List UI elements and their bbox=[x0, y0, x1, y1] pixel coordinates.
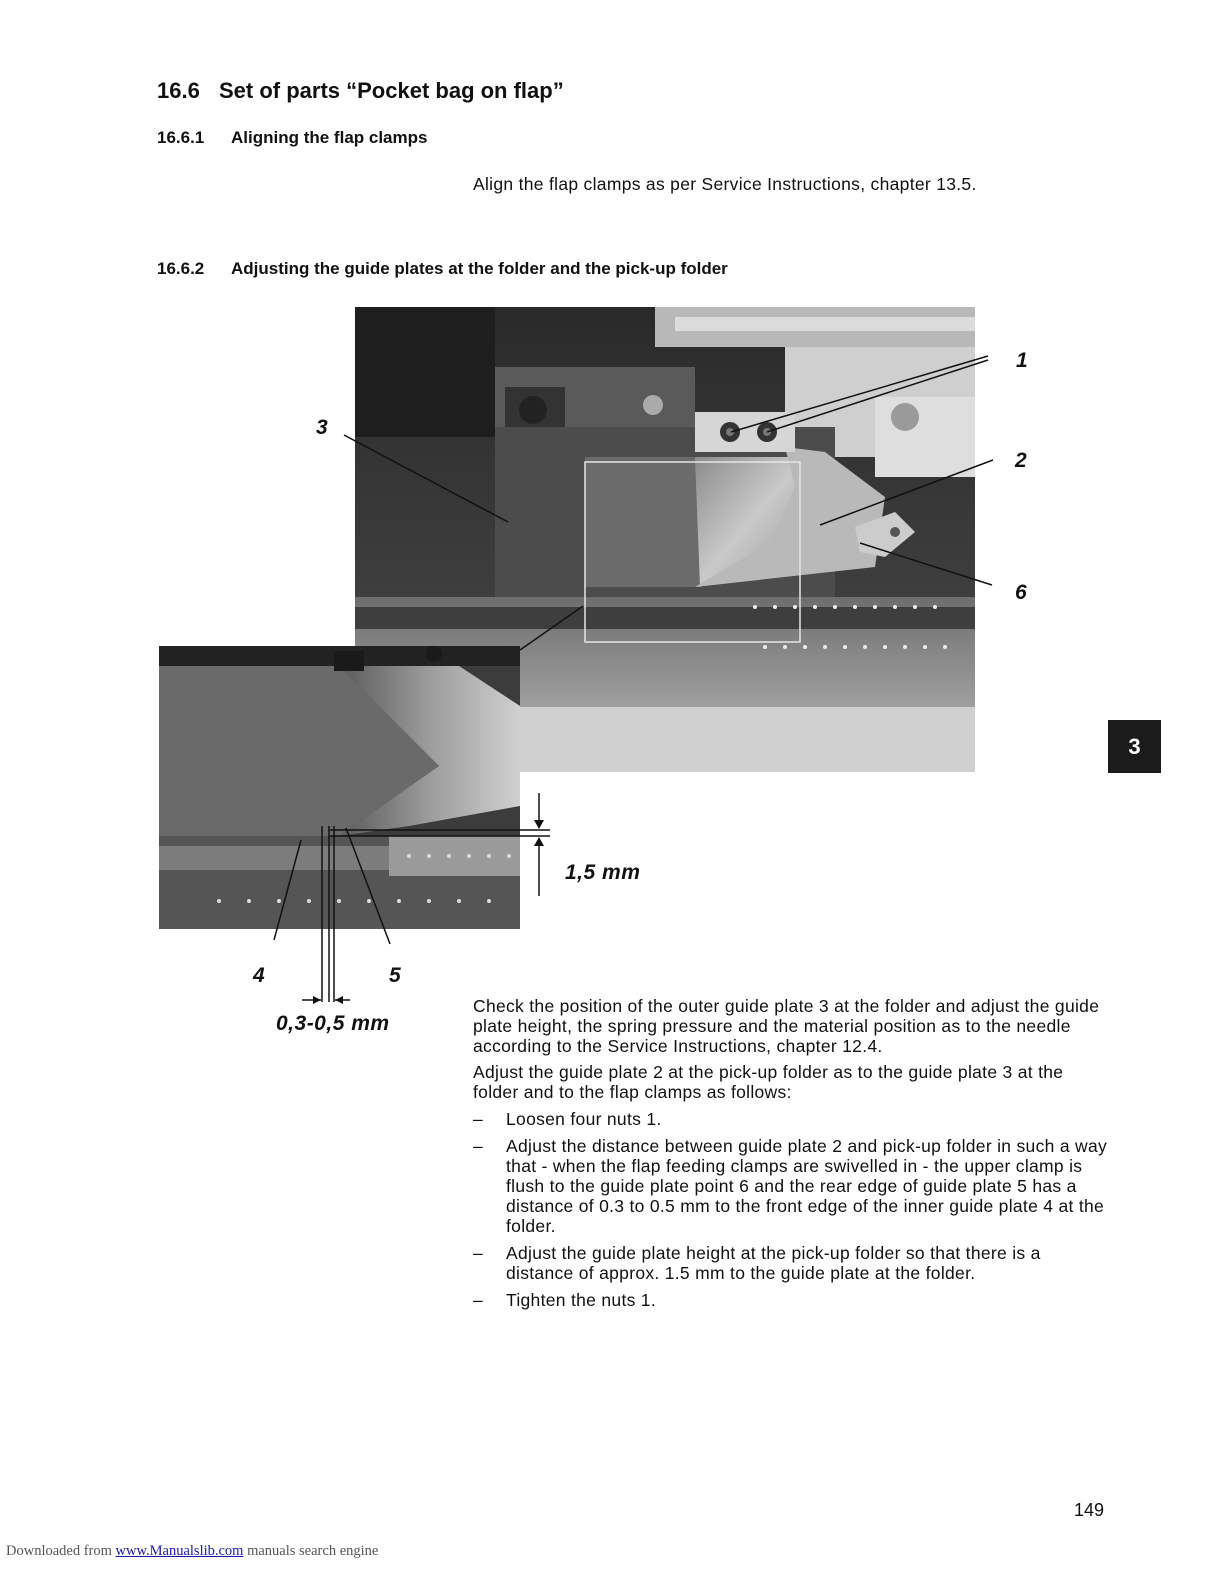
dimension-gap-label: 0,3-0,5 mm bbox=[276, 1012, 390, 1035]
instruction-steps bbox=[473, 1109, 1113, 1310]
download-footer bbox=[6, 1543, 378, 1560]
callout-1: 1 bbox=[1016, 349, 1028, 372]
manualslib-link[interactable]: www.Manualslib.com bbox=[115, 1543, 244, 1559]
height-arrowhead-top bbox=[534, 820, 544, 829]
align-flap-clamps-text: Align the flap clamps as per Service Instructions, chapter 13.5. bbox=[473, 174, 977, 194]
bullet-dash: – bbox=[473, 1243, 484, 1263]
step-text: Loosen four nuts 1. bbox=[506, 1109, 662, 1129]
page-number: 149 bbox=[1074, 1500, 1105, 1520]
section-number: 16.6 bbox=[157, 78, 200, 103]
instruction-paragraph-1: Check the position of the outer guide plate 3 at the folder and adjust the guide plate height, the spring pressure and the material position as to the needle according to the Service Instructions, chapter 12.4. bbox=[473, 996, 1100, 1056]
subsection-number: 16.6.2 bbox=[157, 259, 205, 278]
list-item bbox=[473, 1109, 1113, 1129]
list-item bbox=[473, 1290, 1113, 1310]
leader-line-1 bbox=[731, 356, 988, 432]
callout-6: 6 bbox=[1015, 581, 1027, 604]
footer-prefix: Downloaded from bbox=[6, 1543, 116, 1559]
instructions bbox=[473, 996, 1113, 1310]
list-item bbox=[473, 1136, 1113, 1236]
dimension-height-label: 1,5 mm bbox=[565, 861, 641, 884]
chapter-tab: 3 bbox=[1108, 720, 1161, 773]
subsection-number: 16.6.1 bbox=[157, 128, 205, 147]
inset-connector bbox=[520, 606, 583, 650]
callout-4: 4 bbox=[253, 964, 265, 987]
step-text: Adjust the guide plate height at the pick-up folder so that there is a distance of approx. 1.5 mm to the guide plate at the folder. bbox=[506, 1243, 1041, 1283]
list-item bbox=[473, 1243, 1113, 1283]
gap-arrowhead-right bbox=[335, 996, 343, 1004]
step-text: Tighten the nuts 1. bbox=[506, 1290, 657, 1310]
footer-suffix: manuals search engine bbox=[243, 1543, 379, 1559]
step-text: Adjust the distance between guide plate 2 and pick-up folder in such a way that - when the flap feeding clamps are swivelled in - the upper clamp is flush to the guide plate point 6 and the rear edge of guide plate 5 has a distance of 0.3 to 0.5 mm to the front edge of the inner guide plate 4 at the folder. bbox=[506, 1136, 1108, 1236]
bullet-dash: – bbox=[473, 1136, 484, 1156]
subsection-title: Adjusting the guide plates at the folder and the pick-up folder bbox=[231, 259, 728, 278]
callout-3: 3 bbox=[316, 416, 328, 439]
leader-line-6 bbox=[860, 543, 992, 585]
section-title: Set of parts “Pocket bag on flap” bbox=[219, 78, 564, 103]
callout-5: 5 bbox=[389, 964, 401, 987]
bullet-dash: – bbox=[473, 1109, 484, 1129]
leader-line-3 bbox=[344, 435, 508, 522]
leader-line-2 bbox=[820, 460, 993, 525]
leader-line-1b bbox=[767, 360, 988, 432]
leader-line-5 bbox=[346, 828, 390, 944]
leader-line-4 bbox=[274, 840, 301, 940]
height-arrowhead-bottom bbox=[534, 837, 544, 846]
callout-2: 2 bbox=[1015, 449, 1027, 472]
instruction-paragraph-2: Adjust the guide plate 2 at the pick-up folder as to the guide plate 3 at the folder and to the flap clamps as follows: bbox=[473, 1062, 1064, 1102]
gap-arrowhead-left bbox=[313, 996, 321, 1004]
bullet-dash: – bbox=[473, 1290, 484, 1310]
subsection-title: Aligning the flap clamps bbox=[231, 128, 428, 147]
